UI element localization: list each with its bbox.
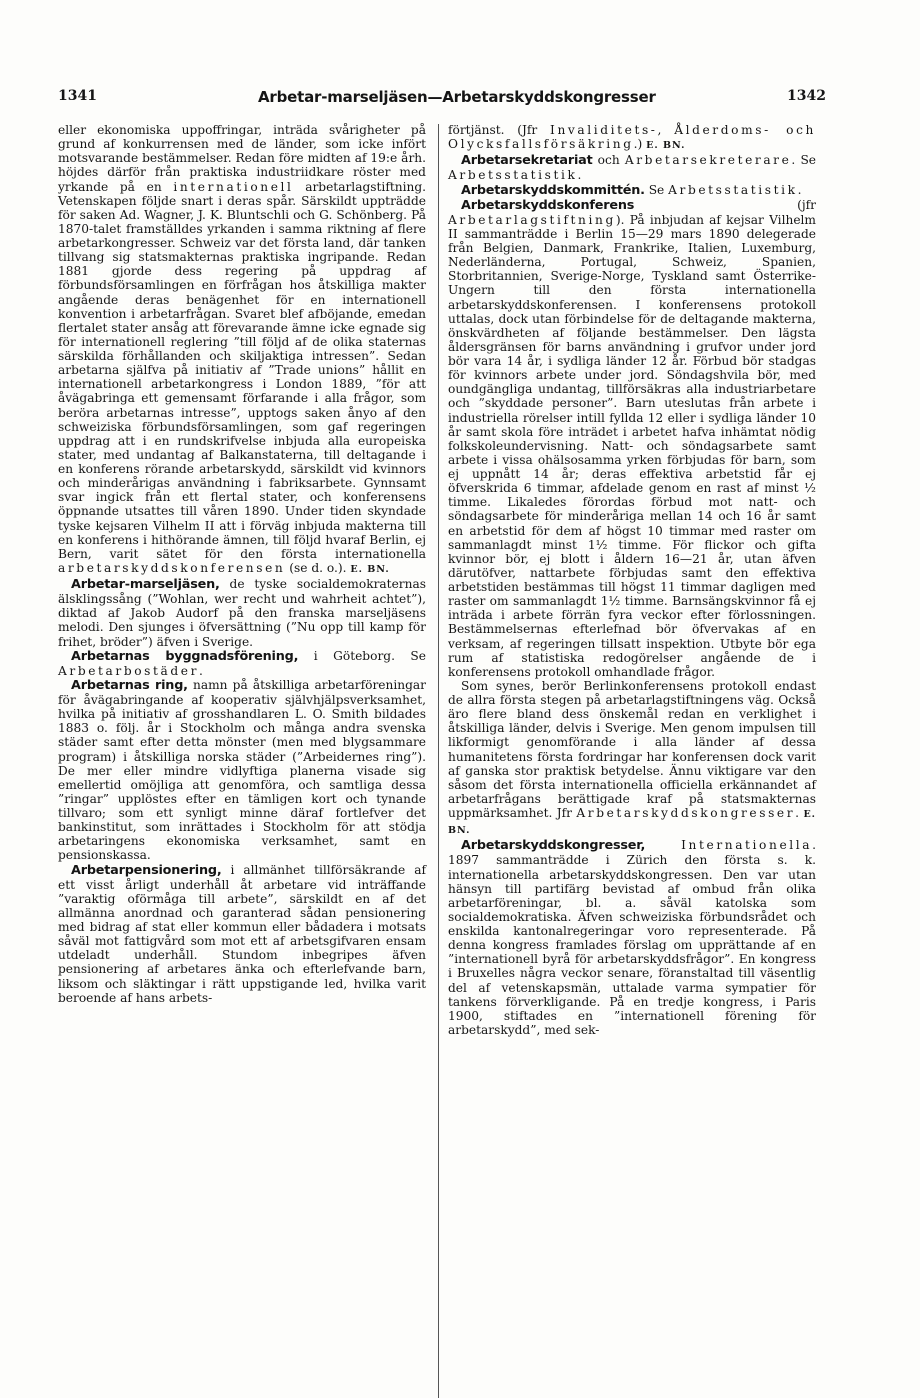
cross-reference: Arbetarbostäder <box>58 663 200 678</box>
column-divider <box>438 124 439 1398</box>
entry-arbetarskyddskonferens <box>448 198 816 679</box>
body-text: . <box>577 168 582 183</box>
entry-arbetarskyddskongresser <box>448 838 816 1037</box>
headword: Arbetarskyddskonferens <box>461 197 635 213</box>
headword: Arbetarskyddskongresser, <box>461 838 646 854</box>
body-text: Som synes, berör Berlinkonferensens protokoll endast de allra första stegen på arbetarlagstiftningens väg. Också äro flere bland dess önskemål redan en verklighet i åtskilliga länder, delvis i Sverige. Men genom impulsen till likformigt genomförande i alla länder af dessa humanitetens första fordringar har konferensen dock varit af ganska stor praktisk betydelse. Ännu viktigare var den såsom det första internationella officiella erkännandet af arbetarfrågans berättigade kraf på statsmakternas uppmärksamhet. Jfr <box>448 678 816 820</box>
body-text: i Göteborg. Se <box>298 648 426 663</box>
right-column <box>448 123 816 1037</box>
body-text <box>645 838 681 852</box>
body-text: . Se <box>791 153 817 168</box>
body-text: . <box>797 182 802 197</box>
author-signature: E. BN. <box>350 563 390 575</box>
body-text: i allmänhet tillförsäkrande af ett visst årligt underhåll åt arbetare vid inträffande ”varaktig oförmåga till arbete”, särskildt en af det allmänna anordnad och garanterad sådan pensionering med bidrag af stat eller kommun eller bådadera i motsats såväl mot fattigvård som mot ett af arbetsgifvaren ensam utdeladt underhåll. Stundom inbegripes äfven pensionering af arbetares änka och efterlefvande barn, liksom och släktingar i rätt uppstigande led, hvilka varit beroende af hans arbets- <box>58 862 426 1005</box>
entry-arbetarsekretariat <box>448 153 816 182</box>
entry-arbetarskyddskonferens-continued <box>448 679 816 838</box>
body-text: . 1897 sammanträdde i Zürich den första s. k. internationella arbetarskyddskongressen. Den var utan hänsyn till partifärg bevistad af ombud från olika arbetarföreningar, bl. a. såväl katolska som socialdemokratiska. Äfven schweiziska förbundsrådet och enskilda kantonalregeringar voro representerade. På denna kongress framlades förslag om upprättande af en ”internationell byrå för arbetarskyddsfrågor”. En kongress i Bruxelles några veckor senare, föranstaltad till väsentlig del af vetenskapsmän, uttalade varma sympatier för tankens förverkligande. På en tredje kongress, i Paris 1900, stiftades en ”internationell förening för arbetarskydd”, med sek- <box>448 838 816 1037</box>
body-text: namn på åtskilliga arbetarföreningar för åvägabringande af kooperativ självhjälpsverksamhet, hvilka på initiativ af grosshandlaren L. O. Smith bildades 1883 o. följ. år i Stockholm och många andra svenska städer samt efter detta mönster (men med blygsammare program) i åtskilliga norska städer (”Arbeidernes ring”). De mer eller mindre vidlyftiga planerna visade sig emellertid omöjliga att genomföra, och samtliga dessa ”ringar” upplöstes efter en tämligen kort och tynande tillvaro; som ett synligt minne däraf fortlefver det bankinstitut, som inrättades i Stockholm för att stödja arbetaringens ekonomiska verksamhet, samt en pensionskassa. <box>58 677 426 863</box>
body-text: (se d. o.). <box>285 560 347 575</box>
author-signature: E. BN. <box>646 140 686 152</box>
headword: Arbetarskyddskommittén. <box>461 182 645 198</box>
running-title: Arbetar-marseljäsen—Arbetarskyddskongresser <box>258 88 656 106</box>
headword: Arbetarpensionering, <box>71 862 222 878</box>
cross-reference: Arbetarskyddskongresser <box>576 806 796 820</box>
body-text: (jfr <box>634 197 816 212</box>
body-text: Se <box>644 182 669 197</box>
entry-arbetarpensionering <box>58 863 426 1005</box>
entry-arbetar-marseljasen <box>58 577 426 649</box>
body-text: eller ekonomiska uppoffringar, inträda svårigheter på grund af konkurrensen med de länder, som icke infört motsvarande bestämmelser. Redan före midten af 19:e årh. höjdes därför från praktiska industriidkare röster med yrkande på en <box>58 123 426 194</box>
body-text: arbetarlagstiftning. Vetenskapen följde snart i deras spår. Särskildt uppträdde för saken Ad. Wagner, J. K. Bluntschli och G. Schönberg. På 1870-talet framställdes yrkanden i samma riktning af flere arbetarkongresser. Schweiz var det första land, där tanken tillvang sig statsmakternas praktiska ingripande. Redan 1881 gjorde dess regering på uppdrag af förbundsförsamlingen en förfrågan hos åtskilliga makter angående deras benägenhet för en internationell konvention i arbetarfrågan. Svaret blef afböjande, emedan flertalet stater ansåg att förevarande ämne icke egnade sig för internationell reglering ”till följd af de olika staternas särskilda förhållanden och skiljaktiga intressen”. Sedan arbetarna själfva på initiativ af ”Trade unions” hållit en internationell arbetarkongress i London 1889, ”för att åvägabringa ett gemensamt förfarande i alla frågor, som beröra arbetarnas intresse”, upptogs saken ånyo af den schweiziska förbundsförsamlingen, som gaf regeringen uppdrag att i en rundskrifvelse inbjuda alla europeiska stater, med undantag af Balkanstaterna, till deltagande i en konferens rörande arbetarskydd, särskildt vid kvinnors och minderårigas användning i fabriksarbete. Gynnsamt svar ingick från ett flertal stater, och konferensens öppnande utsattes till våren 1890. Under tiden skyndade tyske kejsaren Vilhelm II att i förväg inbjuda makterna till en konferens i hithörande ämnen, till följd hvaraf Berlin, ej Bern, varit sätet för den första internationella <box>58 179 426 561</box>
body-text: . <box>199 663 203 678</box>
entry-continuation <box>448 123 816 153</box>
body-text: de tyske socialdemokraternas älsklingssång (”Wohlan, wer recht und wahrheit achtet”), diktad af Jakob Audorf på den franska marseljäsens melodi. Den sjunges i öfversättning (”Nu opp till kamp för frihet, bröder”) äfven i Sverige. <box>58 577 426 649</box>
page-number-right: 1342 <box>787 88 826 104</box>
body-text: förtjänst. (Jfr <box>448 123 551 137</box>
cross-reference: Arbetarsekreterare <box>624 153 792 168</box>
cross-reference: Ålderdoms- och Olycksfallsförsäkring <box>448 123 816 152</box>
entry-arbetarnas-ring <box>58 678 426 863</box>
entry-arbetarskyddskommitten <box>448 183 816 198</box>
headword: Arbetar-marseljäsen, <box>71 577 220 592</box>
cross-reference: arbetarskyddskonferensen <box>58 560 286 575</box>
body-text: .) <box>633 137 643 152</box>
cross-reference: internationell <box>173 179 294 194</box>
cross-reference: Invaliditets- <box>550 123 658 137</box>
cross-reference: Internationella <box>681 838 813 853</box>
entry-continuation <box>58 123 426 577</box>
page-number-left: 1341 <box>58 88 97 104</box>
cross-reference: Arbetarlagstiftning <box>448 212 616 227</box>
cross-reference: Arbetsstatistik <box>668 182 798 197</box>
cross-reference: Arbetsstatistik <box>448 168 578 183</box>
body-text: . <box>795 806 800 820</box>
headword: Arbetarsekretariat <box>461 153 593 169</box>
body-text: ). På inbjudan af kejsar Vilhelm II sammanträdde i Berlin 15—29 mars 1890 delegerade från Belgien, Danmark, Frankrike, Italien, Luxemburg, Nederländerna, Portugal, Schweiz, Spanien, Storbritannien, Sverige-Norge, Tyskland samt Österrike-Ungern till den första internationella arbetarskyddskonferensen. I konferensens protokoll uttalas, dock utan förbindelse för de deltagande makterna, önskvärdheten af följande bestämmelser. Den lägsta åldersgränsen för barns användning i grufvor under jord bör vara 14 år, i sydliga länder 12 år. Förbud bör stadgas för kvinnors arbete under jord. Söndagshvila bör, med oundgängliga undantag, tillförsäkras alla industriarbetare och ”skyddade personer”. Barn uteslutas från arbete i industriella rörelser intill fyllda 12 eller i sydliga länder 10 år samt skola före inträdet i arbetet hafva inhämtat nödig folkskoleundervisning. Natt- och söndagsarbete samt arbete i vissa ohälsosamma yrken förbjudas för barn, som ej uppnått 14 år; deras effektiva arbetstid får ej öfverskrida 6 timmar, afdelade genom en rast af minst ½ timme. Likaledes förordas förbud mot natt- och söndagsarbete för minderåriga mellan 14 och 16 år samt en arbetstid för dem af högst 10 timmar med raster om sammanlagdt minst 1½ timme. För flickor och gifta kvinnor bör, ej blott i åldern 16—21 år, utan äfven därutöfver, nattarbete förbjudas samt den effektiva arbetstiden bestämmas till högst 11 timmar dagligen med raster om sammanlagdt 1½ timme. Barnsängskvinnor få ej inträda i arbete förrän fyra veckor efter förlossningen. Bestämmelsernas efterlefnad bör öfvervakas af en verksam, af regeringen tillsatt inspektion. Utbyte bör ega rum af statistiska redogörelser angående de i konferensens protokoll omhandlade frågor. <box>448 212 816 679</box>
entry-arbetarnas-byggnadsforening <box>58 649 426 678</box>
author-signature: E. BN. <box>448 809 816 837</box>
body-text: och <box>592 153 625 168</box>
left-column <box>58 123 426 1005</box>
body-text: , <box>657 123 675 137</box>
headword: Arbetarnas byggnadsförening, <box>71 648 299 664</box>
headword: Arbetarnas ring, <box>71 677 188 693</box>
